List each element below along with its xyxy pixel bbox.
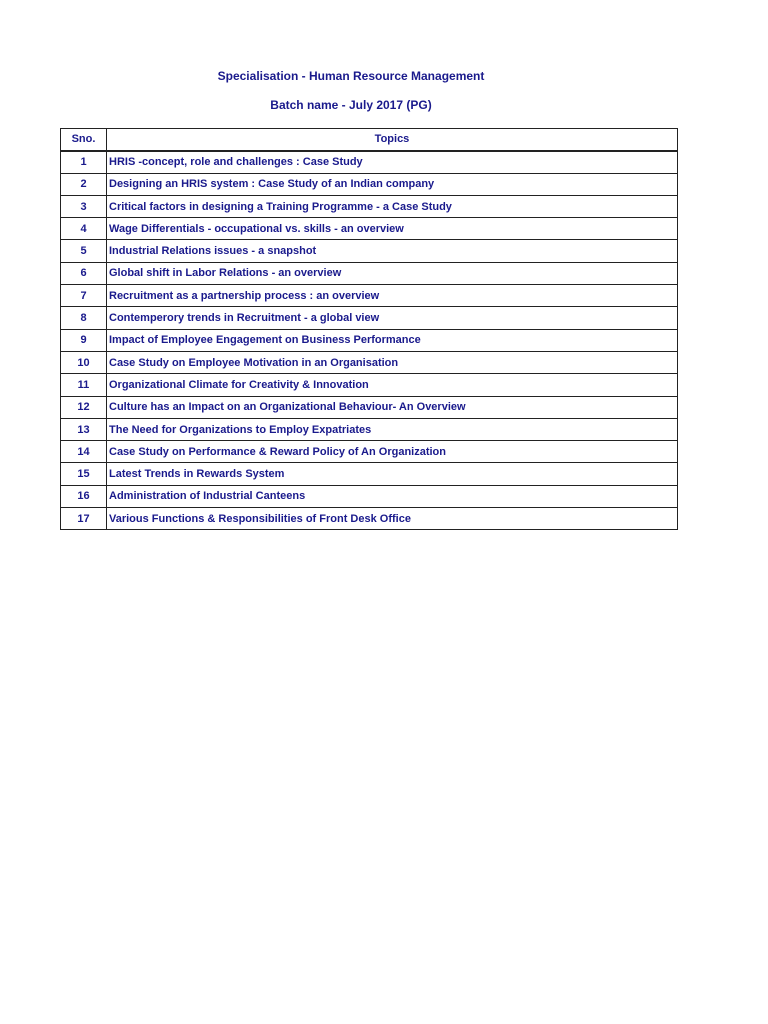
row-topic: Culture has an Impact on an Organizational Behaviour- An Overview (107, 396, 678, 418)
table-row (61, 418, 678, 440)
table-row (61, 441, 678, 463)
row-topic: Various Functions & Responsibilities of Front Desk Office (107, 508, 678, 530)
table-row (61, 151, 678, 173)
row-serial-number: 16 (61, 485, 107, 507)
table-row (61, 396, 678, 418)
row-serial-number: 1 (61, 151, 107, 173)
row-serial-number: 5 (61, 240, 107, 262)
row-serial-number: 10 (61, 351, 107, 373)
row-serial-number: 6 (61, 262, 107, 284)
table-row (61, 463, 678, 485)
row-topic: Case Study on Performance & Reward Policy of An Organization (107, 441, 678, 463)
topics-table (60, 128, 678, 530)
row-serial-number: 14 (61, 441, 107, 463)
row-serial-number: 8 (61, 307, 107, 329)
specialisation-heading: Specialisation - Human Resource Management (217, 69, 485, 83)
row-topic: Wage Differentials - occupational vs. skills - an overview (107, 218, 678, 240)
row-serial-number: 11 (61, 374, 107, 396)
row-topic: Contemperory trends in Recruitment - a global view (107, 307, 678, 329)
table-row (61, 508, 678, 530)
table-row (61, 195, 678, 217)
row-serial-number: 9 (61, 329, 107, 351)
table-row (61, 262, 678, 284)
table-row (61, 307, 678, 329)
table-body (61, 151, 678, 530)
row-topic: Case Study on Employee Motivation in an Organisation (107, 351, 678, 373)
table-row (61, 485, 678, 507)
table-row (61, 173, 678, 195)
row-serial-number: 3 (61, 195, 107, 217)
row-serial-number: 13 (61, 418, 107, 440)
row-topic: Administration of Industrial Canteens (107, 485, 678, 507)
row-topic: Organizational Climate for Creativity & Innovation (107, 374, 678, 396)
table-row (61, 218, 678, 240)
row-topic: Critical factors in designing a Training Programme - a Case Study (107, 195, 678, 217)
row-serial-number: 7 (61, 285, 107, 307)
row-topic: Designing an HRIS system : Case Study of an Indian company (107, 173, 678, 195)
table-row (61, 285, 678, 307)
row-serial-number: 17 (61, 508, 107, 530)
table-row (61, 351, 678, 373)
sno-column-header: Sno. (61, 129, 107, 151)
row-topic: Global shift in Labor Relations - an overview (107, 262, 678, 284)
row-topic: The Need for Organizations to Employ Expatriates (107, 418, 678, 440)
table-header-row (61, 129, 678, 151)
row-serial-number: 12 (61, 396, 107, 418)
row-topic: Industrial Relations issues - a snapshot (107, 240, 678, 262)
table-row (61, 240, 678, 262)
batch-heading: Batch name - July 2017 (PG) (270, 98, 432, 112)
table-row (61, 374, 678, 396)
row-serial-number: 2 (61, 173, 107, 195)
table-row (61, 329, 678, 351)
row-serial-number: 15 (61, 463, 107, 485)
row-topic: Recruitment as a partnership process : an overview (107, 285, 678, 307)
row-serial-number: 4 (61, 218, 107, 240)
topics-column-header: Topics (107, 129, 678, 151)
row-topic: Latest Trends in Rewards System (107, 463, 678, 485)
row-topic: Impact of Employee Engagement on Business Performance (107, 329, 678, 351)
row-topic: HRIS -concept, role and challenges : Case Study (107, 151, 678, 173)
